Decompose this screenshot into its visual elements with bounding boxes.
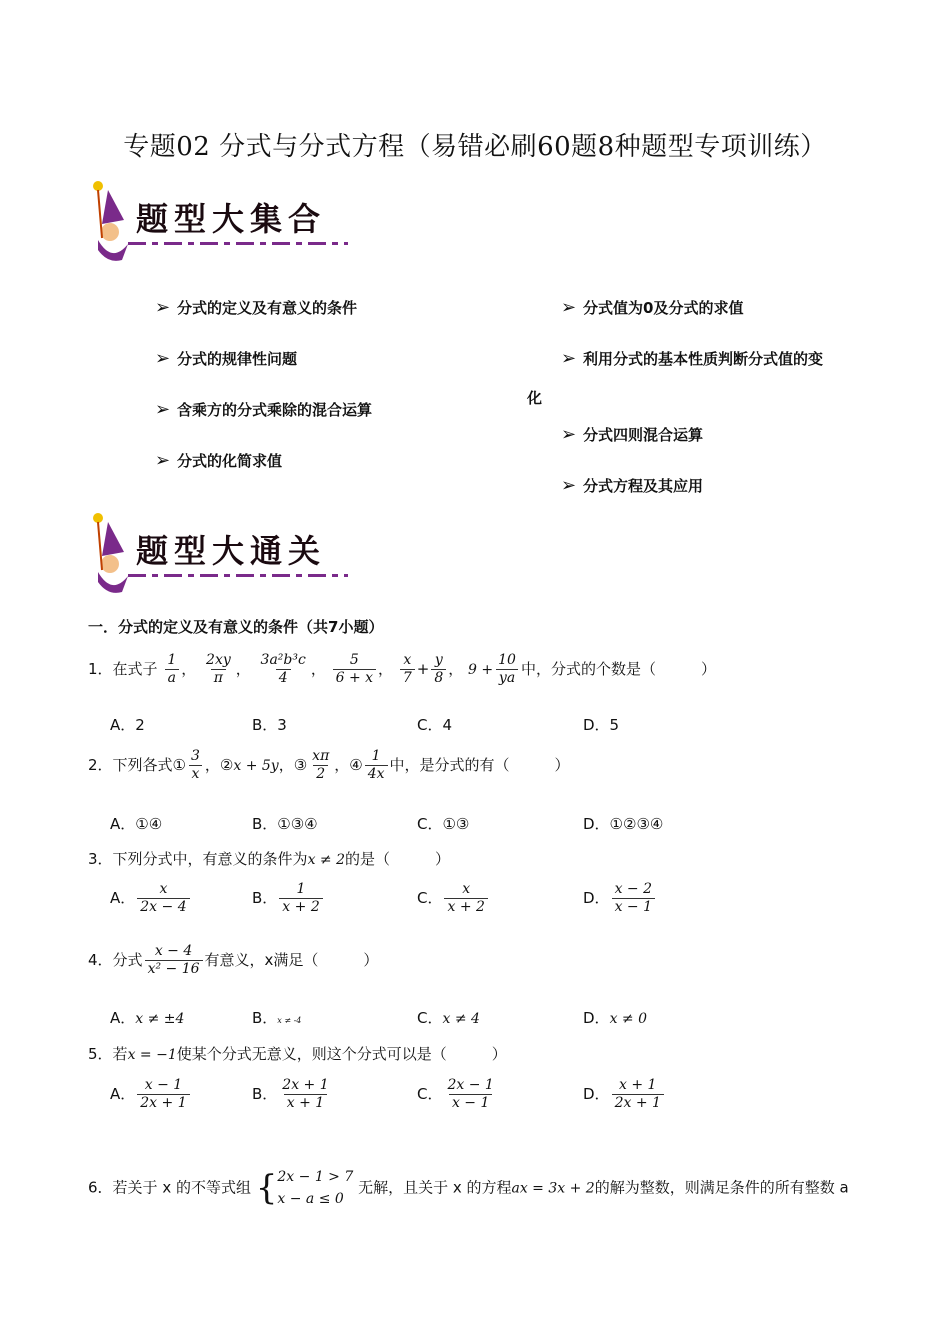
- option-d[interactable]: D．x ≠ 0: [583, 1009, 647, 1027]
- math-fraction: $\frac{x}{7}$: [400, 652, 415, 687]
- option-d[interactable]: D．5: [583, 716, 620, 734]
- option-c[interactable]: C． $\frac{2x - 1}{x - 1}$: [417, 1077, 499, 1112]
- math-fraction: $\frac{2x - 1}{x - 1}$: [447, 1077, 494, 1111]
- topic-item: ➢ 分式的化简求值: [155, 450, 283, 471]
- question-5: 5．若x = −1使某个分式无意义，则这个分式可以是（ ）: [88, 1045, 507, 1063]
- math-fraction: $\frac{10}{ya}$: [495, 652, 519, 687]
- math-fraction: $\frac{\text{3a²b³c}}{4}$: [260, 652, 306, 686]
- math-fraction: $\frac{x}{2x - 4}$: [137, 881, 189, 916]
- math-fraction: $\frac{1}{x + 2}$: [279, 881, 322, 916]
- math-fraction: $\frac{3}{x}$: [188, 748, 203, 783]
- banner-underline: [128, 242, 348, 245]
- option-a[interactable]: A． $\frac{x - 1}{2x + 1}$: [110, 1077, 192, 1112]
- question-6: 6．若关于 x 的不等式组 { 2x − 1 > 7 x − a ≤ 0 无解，且关于 x 的方程ax = 3x + 2的解为整数，则满足条件的所有整数 a: [88, 1168, 849, 1208]
- banner-title: 题型大集合: [136, 200, 327, 238]
- math-fraction: $\frac{y}{8}$: [431, 652, 446, 687]
- option-b[interactable]: B．①③④: [252, 815, 318, 833]
- option-d[interactable]: D． $\frac{x + 1}{2x + 1}$: [583, 1077, 666, 1112]
- topic-item: ➢ 含乘方的分式乘除的混合运算: [155, 399, 373, 420]
- page-title: 专题02 分式与分式方程（易错必刷60题8种题型专项训练）: [123, 132, 827, 162]
- inequality-system: { 2x − 1 > 7 x − a ≤ 0: [255, 1168, 354, 1208]
- banner-title: 题型大通关: [136, 532, 327, 570]
- banner-topic-collection: [88, 180, 350, 264]
- math-fraction: $\frac{5}{6 + x}$: [333, 652, 376, 687]
- arrow-icon: ➢: [561, 348, 577, 369]
- wizard-icon: [88, 512, 136, 596]
- wizard-icon: [88, 180, 136, 264]
- option-a[interactable]: A． $\frac{x}{2x - 4}$: [110, 881, 192, 916]
- banner-topic-practice: [88, 512, 350, 596]
- math-fraction: $\frac{1}{a}$: [164, 652, 179, 687]
- banner-underline: [128, 574, 348, 577]
- arrow-icon: ➢: [155, 297, 171, 318]
- option-c[interactable]: C．x ≠ 4: [417, 1009, 480, 1027]
- section-heading: 一．分式的定义及有意义的条件（共7小题）: [88, 618, 384, 636]
- math-fraction: $\frac{1}{4x}$: [365, 748, 388, 783]
- arrow-icon: ➢: [155, 450, 171, 471]
- topic-item: ➢ 分式四则混合运算: [561, 424, 704, 445]
- math-fraction: $\frac{x - 1}{2x + 1}$: [137, 1077, 189, 1112]
- option-d[interactable]: D．①②③④: [583, 815, 664, 833]
- topic-item: ➢ 分式的规律性问题: [155, 348, 298, 369]
- option-b[interactable]: B．x ≠ -4: [252, 1009, 302, 1027]
- arrow-icon: ➢: [561, 297, 577, 318]
- arrow-icon: ➢: [155, 348, 171, 369]
- option-d[interactable]: D． $\frac{x - 2}{x - 1}$: [583, 881, 657, 916]
- option-a[interactable]: A．x ≠ ±4: [110, 1009, 185, 1027]
- math-fraction: $\frac{2xy}{\pi}$: [206, 652, 231, 686]
- topic-item: ➢ 分式方程及其应用: [561, 475, 704, 496]
- question-2: 2．下列各式① $\frac{3}{x}$ ，②x + 5y，③ $\frac{x\pi}{2}$ ，④ $\frac{1}{4x}$ 中，是分式的有（ ）: [88, 748, 570, 782]
- math-fraction: $\frac{x}{x + 2}$: [444, 881, 487, 916]
- option-c[interactable]: C．①③: [417, 815, 470, 833]
- arrow-icon: ➢: [561, 424, 577, 445]
- brace-icon: {: [255, 1168, 278, 1208]
- option-b[interactable]: B． $\frac{1}{x + 2}$: [252, 881, 325, 916]
- topic-item-wrap: 化: [527, 389, 543, 407]
- option-b[interactable]: B．3: [252, 716, 287, 734]
- question-4: 4．分式 $\frac{x - 4}{\text{x² − 16}}$ 有意义，x满足（ ）: [88, 943, 379, 977]
- topic-item: ➢ 分式值为0及分式的求值: [561, 297, 744, 318]
- math-fraction: $\frac{x - 2}{x - 1}$: [612, 881, 655, 916]
- math-fraction: $\frac{x\pi}{2}$: [312, 748, 330, 782]
- arrow-icon: ➢: [561, 475, 577, 496]
- math-fraction: $\frac{2x + 1}{x + 1}$: [282, 1077, 329, 1111]
- math-fraction: $\frac{x + 1}{2x + 1}$: [612, 1077, 664, 1112]
- option-b[interactable]: B． $\frac{2x + 1}{x + 1}$: [252, 1077, 334, 1112]
- arrow-icon: ➢: [155, 399, 171, 420]
- question-3: 3．下列分式中，有意义的条件为x ≠ 2的是（ ）: [88, 850, 451, 868]
- math-fraction: $\frac{x - 4}{\text{x² − 16}}$: [145, 943, 203, 978]
- option-c[interactable]: C．4: [417, 716, 453, 734]
- question-1: 1．在式子 $\frac{1}{a}$ ， $\frac{2xy}{\pi}$ ， $\frac{\text{3a²b³c}}{4}$ ， $\frac{5}{6 + x}$ ， $\frac{x}{7}$ + $\frac{y}{8}$ ， 9 + $\frac{10}{ya}$ 中，分式的个数是（ ）: [88, 652, 716, 686]
- option-a[interactable]: A．2: [110, 716, 145, 734]
- option-a[interactable]: A．①④: [110, 815, 163, 833]
- topic-item: ➢ 利用分式的基本性质判断分式值的变: [561, 348, 824, 369]
- option-c[interactable]: C． $\frac{x}{x + 2}$: [417, 881, 490, 916]
- topic-item: ➢ 分式的定义及有意义的条件: [155, 297, 358, 318]
